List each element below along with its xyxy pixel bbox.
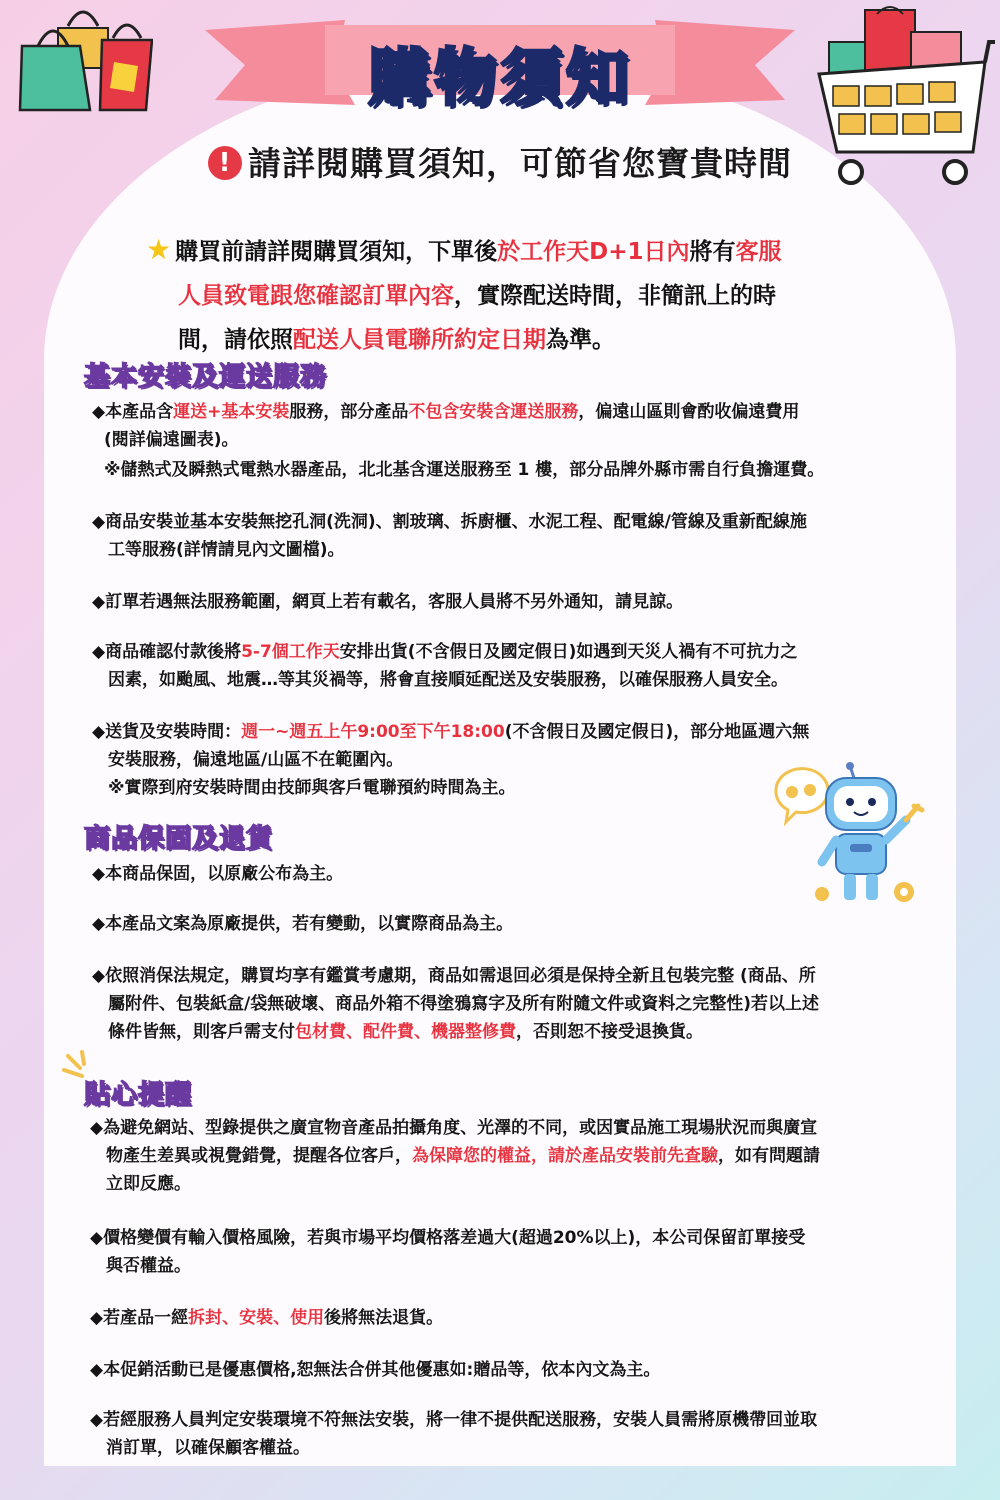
notice-p1: 購買前請詳閱購買須知，下單後 [175, 239, 498, 265]
warranty-item-3 [92, 962, 912, 1046]
notice-p2: 將有 [689, 239, 736, 265]
install-1c: 服務，部分產品 [289, 402, 409, 422]
notice-r2: 客服 [735, 239, 782, 265]
tips-item-2 [90, 1224, 910, 1280]
install-4c: 安排出貨(不含假日及國定假日)如遇到天災人禍有不可抗力之 [339, 642, 798, 662]
install-4b: 5-7個工作天 [241, 642, 340, 662]
tips-2b: 與否權益。 [106, 1256, 191, 1276]
install-5a: ◆送貨及安裝時間： [92, 722, 242, 742]
install-1b: 運送+基本安裝 [173, 402, 290, 422]
notice-line3 [146, 327, 615, 353]
purchase-notice [146, 228, 876, 362]
tips-1c: 為保障您的權益，請於產品安裝前先查驗 [412, 1146, 718, 1166]
section-tips-heading: 貼心提醒 [84, 1080, 193, 1110]
notice-p3: ，實際配送時間，非簡訊上的時 [454, 283, 776, 309]
alert-icon: ! [208, 146, 242, 180]
install-5b: 週一~週五上午9:00至下午18:00 [241, 722, 505, 742]
notice-line2 [146, 283, 776, 309]
install-5c: (不含假日及國定假日)，部分地區週六無 [504, 722, 810, 742]
install-1g: ※儲熱式及瞬熱式電熱水器產品，北北基含運送服務至 1 樓，部分品牌外縣市需自行負擔運費。 [104, 460, 825, 480]
tips-1a: ◆為避免網站、型錄提供之廣宣物音產品拍攝角度、光澤的不同，或因實品施工現場狀況而與廣宣 [90, 1118, 818, 1138]
notice-r3: 人員致電跟您確認訂單內容 [178, 283, 454, 309]
star-icon: ★ [146, 233, 172, 266]
warranty-3c: 條件皆無，則客戶需支付 [108, 1022, 295, 1042]
tips-1b: 物產生差異或視覺錯覺，提醒各位客戶， [106, 1146, 412, 1166]
warranty-3e: ，否則恕不接受退換貨。 [516, 1022, 703, 1042]
install-item-4 [92, 638, 912, 694]
notice-p4: 間，請依照 [178, 327, 293, 353]
install-1d: 不包含安裝含運送服務 [408, 402, 579, 422]
install-4d: 因素，如颱風、地震…等其災禍等，將會直接順延配送及安裝服務，以確保服務人員安全。 [108, 670, 788, 690]
tips-item-1 [90, 1114, 910, 1198]
install-5d: 安裝服務，偏遠地區/山區不在範圍內。 [108, 750, 404, 770]
install-4a: ◆商品確認付款後將 [92, 642, 242, 662]
install-item-3: ◆訂單若遇無法服務範圍，網頁上若有載名，客服人員將不另外通知，請見諒。 [92, 592, 684, 612]
install-1a: ◆本產品含 [92, 402, 174, 422]
notice-r1: 於工作天D+1日內 [497, 239, 690, 265]
subtitle [0, 138, 1000, 185]
tips-1d: ，如有問題請 [718, 1146, 820, 1166]
warranty-3b: 屬附件、包裝紙盒/袋無破壞、商品外箱不得塗鴉寫字及所有附隨文件或資料之完整性)若以上述 [108, 994, 819, 1014]
tips-item-3 [90, 1304, 910, 1332]
install-1e: ，偏遠山區則會酌收偏遠費用 [578, 402, 800, 422]
install-item-2 [92, 508, 912, 564]
tips-3c: 後將無法退貨。 [324, 1308, 444, 1328]
tips-item-4: ◆本促銷活動已是優惠價格,恕無法合併其他優惠如:贈品等，依本內文為主。 [90, 1360, 661, 1380]
subtitle-text: 請詳閱購買須知，可節省您寶貴時間 [248, 144, 792, 183]
tips-item-5 [90, 1406, 910, 1462]
tips-5a: ◆若經服務人員判定安裝環境不符無法安裝，將一律不提供配送服務，安裝人員需將原機帶回並取 [90, 1410, 818, 1430]
section-install-heading: 基本安裝及運送服務 [84, 362, 328, 392]
warranty-item-1: ◆本商品保固，以原廠公布為主。 [92, 864, 344, 884]
page-title: 購物須知 [367, 41, 632, 114]
install-5e: ※實際到府安裝時間由技師與客戶電聯預約時間為主。 [108, 778, 516, 798]
notice-r4: 配送人員電聯所約定日期 [293, 327, 546, 353]
tips-1e: 立即反應。 [106, 1174, 191, 1194]
warranty-3a: ◆依照消保法規定，購買均享有鑑賞考慮期，商品如需退回必須是保持全新且包裝完整 (商品、所 [92, 966, 816, 986]
tips-3b: 拆封、安裝、使用 [188, 1308, 325, 1328]
warranty-item-2: ◆本產品文案為原廠提供，若有變動，以實際商品為主。 [92, 914, 514, 934]
install-item-1 [92, 398, 912, 484]
tips-2a: ◆價格變價有輸入價格風險，若與市場平均價格落差過大(超過20%以上)，本公司保留訂單接受 [90, 1228, 806, 1248]
warranty-3d: 包材費、配件費、機器整修費 [295, 1022, 516, 1042]
install-2b: 工等服務(詳情請見內文圖檔)。 [108, 540, 345, 560]
tips-5b: 消訂單，以確保顧客權益。 [106, 1438, 310, 1458]
notice-p5: 為準。 [546, 327, 615, 353]
install-1f: (閱詳偏遠圖表)。 [104, 430, 239, 450]
shopping-bags-icon [18, 6, 153, 114]
section-warranty-heading: 商品保固及退貨 [84, 824, 274, 854]
tips-3a: ◆若產品一經 [90, 1308, 189, 1328]
install-2a: ◆商品安裝並基本安裝無挖孔洞(洗洞)、割玻璃、拆廚櫃、水泥工程、配電線/管線及重新配線施 [92, 512, 807, 532]
